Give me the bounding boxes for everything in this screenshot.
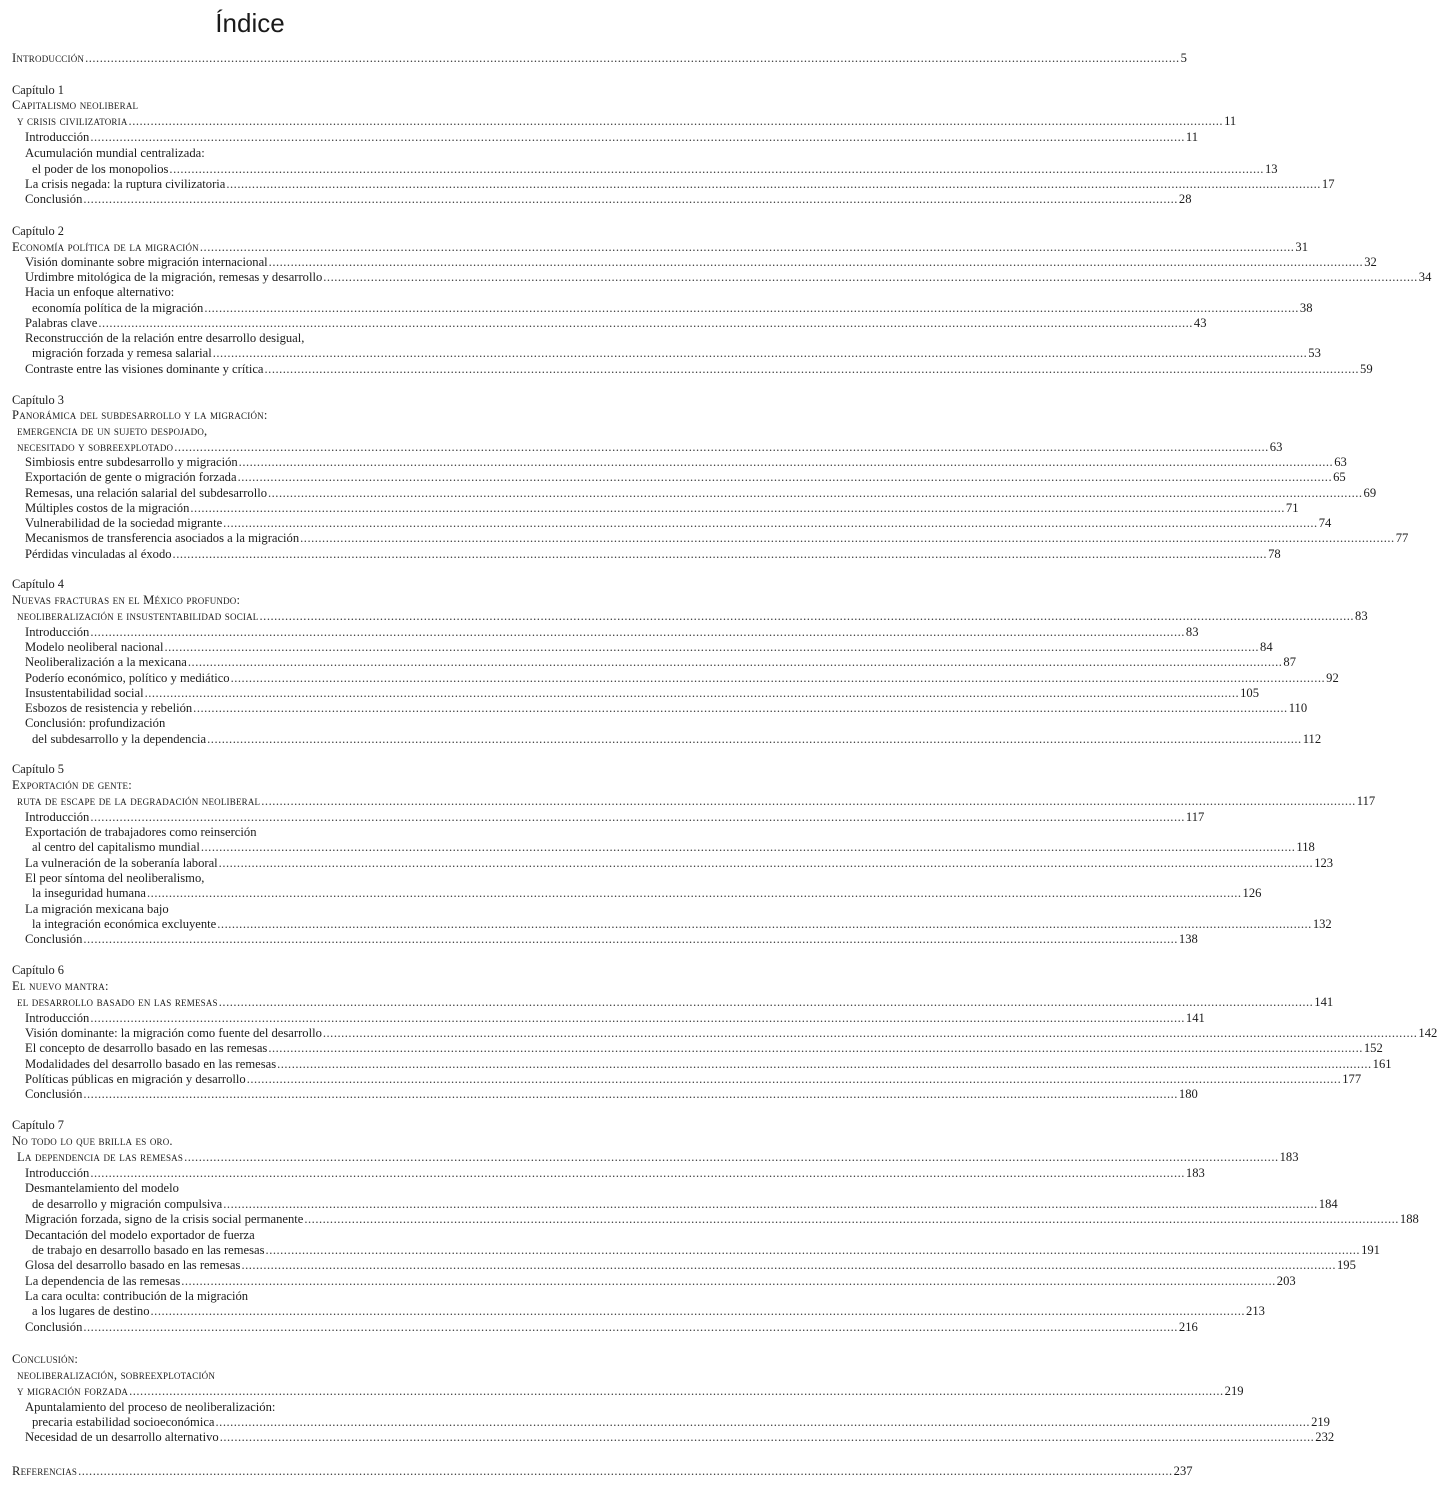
toc-entry[interactable] — [25, 516, 1332, 532]
dot-leader: ............................................................................................................................................................................................................................................................................................................ — [259, 609, 1355, 623]
dot-leader: ............................................................................................................................................................................................................................................................................................................ — [204, 301, 1299, 315]
toc-entry[interactable] — [25, 1057, 1392, 1073]
entry-title: de desarrollo y migración compulsiva — [32, 1197, 223, 1211]
entry-title: migración forzada y remesa salarial — [32, 346, 212, 360]
entry-title: La vulneración de la soberanía laboral — [25, 856, 218, 870]
toc-entry[interactable] — [25, 531, 1409, 547]
dot-leader: ............................................................................................................................................................................................................................................................................................................ — [268, 1041, 1363, 1055]
page-number: 28 — [1178, 192, 1192, 206]
dot-leader: ............................................................................................................................................................................................................................................................................................................ — [169, 162, 1264, 176]
toc-entry[interactable] — [32, 1197, 1338, 1213]
toc-entry-line — [12, 778, 489, 794]
toc-entry[interactable] — [25, 177, 1335, 193]
page-number: 59 — [1360, 362, 1373, 376]
entry-title: Políticas públicas en migración y desarrollo — [25, 1072, 246, 1086]
entry-title: Múltiples costos de la migración — [25, 501, 190, 515]
dot-leader: ............................................................................................................................................................................................................................................................................................................ — [261, 794, 1356, 808]
dot-leader: ............................................................................................................................................................................................................................................................................................................ — [218, 856, 1314, 870]
page-number: 5 — [1180, 51, 1187, 65]
toc-entry-line — [12, 1352, 489, 1368]
page-number: 83 — [1355, 609, 1368, 623]
dot-leader: ............................................................................................................................................................................................................................................................................................................ — [184, 1150, 1279, 1164]
page-number: 17 — [1321, 177, 1335, 191]
toc-entry[interactable] — [32, 162, 1278, 178]
toc-entry[interactable] — [25, 1212, 1419, 1228]
toc-entry[interactable] — [32, 1243, 1380, 1259]
toc-entry[interactable] — [25, 130, 1199, 146]
entry-title: Introducción — [25, 810, 90, 824]
entry-title: El peor síntoma del neoliberalismo, — [25, 871, 205, 885]
entry-title: Migración forzada, signo de la crisis social permanente — [25, 1212, 304, 1226]
toc-entry-line — [25, 285, 489, 301]
entry-title: Reconstrucción de la relación entre desarrollo desigual, — [25, 331, 305, 345]
toc-entry-line — [25, 902, 489, 918]
dot-leader: ............................................................................................................................................................................................................................................................................................................ — [83, 1087, 1178, 1101]
entry-title: Conclusión — [25, 1320, 83, 1334]
entry-title: el poder de los monopolios — [32, 162, 169, 176]
page-number: 87 — [1283, 655, 1297, 669]
toc-entry[interactable] — [25, 655, 1297, 671]
entry-title: Capítulo 6 — [12, 963, 64, 977]
page-number: 78 — [1268, 547, 1281, 561]
toc-entry[interactable] — [25, 1258, 1356, 1274]
toc-entry[interactable] — [25, 470, 1346, 486]
toc-entry[interactable] — [25, 856, 1334, 872]
page-number: 92 — [1326, 671, 1339, 685]
dot-leader: ............................................................................................................................................................................................................................................................................................................ — [90, 1011, 1185, 1025]
entry-title: Conclusión: profundización — [25, 716, 166, 730]
entry-title: La dependencia de las remesas — [25, 1274, 181, 1288]
toc-entry-line — [17, 1368, 489, 1384]
dot-leader: ............................................................................................................................................................................................................................................................................................................ — [322, 1026, 1418, 1040]
entry-title: Capítulo 3 — [12, 393, 64, 407]
chapter-label — [12, 83, 489, 99]
entry-title: Neoliberalización a la mexicana — [25, 655, 187, 669]
entry-title: La crisis negada: la ruptura civilizatoria — [25, 177, 226, 191]
chapter-label — [12, 762, 489, 778]
entry-title: Introducción — [25, 130, 90, 144]
entry-title: Conclusión — [25, 192, 83, 206]
page-number: 232 — [1315, 1430, 1335, 1444]
page-number: 105 — [1240, 686, 1259, 700]
chapter-label — [12, 393, 489, 409]
toc-entry[interactable] — [12, 240, 1309, 256]
entry-title: a los lugares de destino — [32, 1304, 150, 1318]
page-number: 132 — [1312, 917, 1332, 931]
page-number: 63 — [1334, 455, 1347, 469]
dot-leader: ............................................................................................................................................................................................................................................................................................................ — [90, 130, 1185, 144]
dot-leader: ............................................................................................................................................................................................................................................................................................................ — [226, 177, 1321, 191]
page-number: 219 — [1311, 1415, 1330, 1429]
dot-leader: ............................................................................................................................................................................................................................................................................................................ — [223, 516, 1318, 530]
dot-leader: ............................................................................................................................................................................................................................................................................................................ — [219, 1430, 1315, 1444]
toc-entry[interactable] — [25, 1430, 1335, 1446]
toc-entry[interactable] — [25, 1274, 1296, 1290]
toc-entry[interactable] — [17, 995, 1334, 1011]
dot-leader: ............................................................................................................................................................................................................................................................................................................ — [238, 455, 1334, 469]
entry-title: Capítulo 4 — [12, 577, 64, 591]
entry-title: No todo lo que brilla es oro. — [12, 1134, 173, 1148]
page-number: 161 — [1372, 1057, 1392, 1071]
toc-entry-line — [25, 716, 489, 732]
page-number: 13 — [1264, 162, 1278, 176]
dot-leader: ............................................................................................................................................................................................................................................................................................................ — [268, 486, 1363, 500]
entry-title: la inseguridad humana — [32, 886, 147, 900]
dot-leader: ............................................................................................................................................................................................................................................................................................................ — [90, 625, 1185, 639]
toc-entry[interactable] — [25, 1041, 1383, 1057]
toc-entry-line — [17, 424, 489, 440]
entry-title: La migración mexicana bajo — [25, 902, 169, 916]
dot-leader: ............................................................................................................................................................................................................................................................................................................ — [193, 701, 1288, 715]
toc-entry[interactable] — [25, 255, 1377, 271]
dot-leader: ............................................................................................................................................................................................................................................................................................................ — [223, 1197, 1318, 1211]
entry-title: El nuevo mantra: — [12, 979, 109, 993]
dot-leader: ............................................................................................................................................................................................................................................................................................................ — [164, 640, 1260, 654]
dot-leader: ............................................................................................................................................................................................................................................................................................................ — [190, 501, 1285, 515]
page-number: 63 — [1269, 440, 1283, 454]
chapter-label — [12, 577, 489, 593]
entry-title: Necesidad de un desarrollo alternativo — [25, 1430, 219, 1444]
toc-entry-line — [25, 331, 489, 347]
toc-entry-line — [25, 871, 489, 887]
toc-entry[interactable] — [32, 1304, 1265, 1320]
entry-title: Decantación del modelo exportador de fuerza — [25, 1228, 255, 1242]
toc-entry[interactable] — [12, 1464, 1193, 1480]
dot-leader: ............................................................................................................................................................................................................................................................................................................ — [277, 1057, 1372, 1071]
toc-entry-line — [12, 979, 489, 995]
entry-title: Introducción — [25, 625, 90, 639]
entry-title: Urdimbre mitológica de la migración, remesas y desarrollo — [25, 270, 323, 284]
toc-entry-line — [12, 593, 489, 609]
toc-entry[interactable] — [25, 501, 1299, 517]
toc-entry-line — [25, 1181, 489, 1197]
entry-title: y migración forzada — [17, 1384, 129, 1398]
page-number: 184 — [1318, 1197, 1338, 1211]
toc-entry-line — [25, 1400, 489, 1416]
entry-title: y crisis civilizatoria — [17, 114, 128, 128]
dot-leader: ............................................................................................................................................................................................................................................................................................................ — [304, 1212, 1399, 1226]
toc-entry-line — [25, 1289, 489, 1305]
entry-title: Introducción — [12, 51, 85, 65]
page-number: 203 — [1276, 1274, 1296, 1288]
entry-title: La cara oculta: contribución de la migración — [25, 1289, 249, 1303]
toc-entry[interactable] — [32, 1415, 1330, 1431]
entry-title: necesitado y sobreexplotado — [17, 440, 174, 454]
page-number: 152 — [1363, 1041, 1383, 1055]
entry-title: Exportación de trabajadores como reinserción — [25, 825, 257, 839]
dot-leader: ............................................................................................................................................................................................................................................................................................................ — [129, 1384, 1224, 1398]
entry-title: Esbozos de resistencia y rebelión — [25, 701, 193, 715]
dot-leader: ............................................................................................................................................................................................................................................................................................................ — [85, 51, 1180, 65]
page-number: 110 — [1288, 701, 1308, 715]
entry-title: Conclusión: — [12, 1352, 79, 1366]
page-number: 53 — [1308, 346, 1321, 360]
page-number: 142 — [1418, 1026, 1437, 1040]
entry-title: emergencia de un sujeto despojado, — [17, 424, 208, 438]
entry-title: Visión dominante sobre migración internacional — [25, 255, 268, 269]
entry-title: neoliberalización, sobreexplotación — [17, 1368, 216, 1382]
dot-leader: ............................................................................................................................................................................................................................................................................................................ — [90, 810, 1185, 824]
dot-leader: ............................................................................................................................................................................................................................................................................................................ — [187, 655, 1283, 669]
page-number: 118 — [1296, 840, 1315, 854]
page-number: 126 — [1242, 886, 1262, 900]
toc-entry[interactable] — [32, 840, 1315, 856]
dot-leader: ............................................................................................................................................................................................................................................................................................................ — [90, 1166, 1185, 1180]
toc-entry[interactable] — [25, 362, 1373, 378]
dot-leader: ............................................................................................................................................................................................................................................................................................................ — [128, 114, 1224, 128]
entry-title: Palabras clave — [25, 316, 98, 330]
page-number: 219 — [1224, 1384, 1244, 1398]
toc-entry[interactable] — [25, 671, 1339, 687]
toc-entry-line — [25, 146, 489, 162]
page-number: 69 — [1363, 486, 1377, 500]
page-number: 213 — [1246, 1304, 1265, 1318]
toc-entry[interactable] — [17, 1384, 1244, 1400]
entry-title: ruta de escape de la degradación neoliberal — [17, 794, 261, 808]
page-number: 77 — [1395, 531, 1409, 545]
dot-leader: ............................................................................................................................................................................................................................................................................................................ — [150, 1304, 1246, 1318]
entry-title: Nuevas fracturas en el México profundo: — [12, 593, 241, 607]
entry-title: Visión dominante: la migración como fuente del desarrollo — [25, 1026, 322, 1040]
entry-title: neoliberalización e insustentabilidad social — [17, 609, 259, 623]
toc-entry[interactable] — [17, 440, 1283, 456]
page-number: 32 — [1364, 255, 1377, 269]
entry-title: Referencias — [12, 1464, 78, 1478]
dot-leader: ............................................................................................................................................................................................................................................................................................................ — [230, 671, 1326, 685]
page-number: 141 — [1314, 995, 1334, 1009]
toc-entry[interactable] — [17, 1150, 1299, 1166]
toc-entry[interactable] — [32, 301, 1313, 317]
page-number: 11 — [1224, 114, 1237, 128]
dot-leader: ............................................................................................................................................................................................................................................................................................................ — [83, 1320, 1178, 1334]
chapter-label — [12, 224, 489, 240]
dot-leader: ............................................................................................................................................................................................................................................................................................................ — [207, 732, 1302, 746]
dot-leader: ............................................................................................................................................................................................................................................................................................................ — [98, 316, 1193, 330]
entry-title: Contraste entre las visiones dominante y crítica — [25, 362, 264, 376]
toc-entry[interactable] — [25, 1087, 1198, 1103]
toc-entry[interactable] — [25, 455, 1347, 471]
entry-title: Acumulación mundial centralizada: — [25, 146, 205, 160]
page-number: 141 — [1185, 1011, 1205, 1025]
entry-title: economía política de la migración — [32, 301, 204, 315]
dot-leader: ............................................................................................................................................................................................................................................................................................................ — [264, 362, 1360, 376]
toc-entry[interactable] — [25, 270, 1432, 286]
toc-entry[interactable] — [17, 794, 1376, 810]
page-number: 180 — [1178, 1087, 1198, 1101]
entry-title: Poderío económico, político y mediático — [25, 671, 230, 685]
dot-leader: ............................................................................................................................................................................................................................................................................................................ — [199, 240, 1295, 254]
entry-title: Modelo neoliberal nacional — [25, 640, 164, 654]
toc-entry[interactable] — [32, 917, 1332, 933]
toc-entry[interactable] — [25, 547, 1281, 563]
toc-entry[interactable] — [25, 1026, 1437, 1042]
entry-title: Exportación de gente: — [12, 778, 132, 792]
toc-entry[interactable] — [25, 810, 1205, 826]
page-number: 188 — [1399, 1212, 1419, 1226]
dot-leader: ............................................................................................................................................................................................................................................................................................................ — [181, 1274, 1276, 1288]
entry-title: La dependencia de las remesas — [17, 1150, 184, 1164]
dot-leader: ............................................................................................................................................................................................................................................................................................................ — [217, 917, 1312, 931]
toc-entry[interactable] — [32, 886, 1262, 902]
entry-title: Pérdidas vinculadas al éxodo — [25, 547, 172, 561]
dot-leader: ............................................................................................................................................................................................................................................................................................................ — [83, 932, 1178, 946]
toc-entry[interactable] — [25, 1072, 1362, 1088]
toc-entry[interactable] — [17, 609, 1368, 625]
dot-leader: ............................................................................................................................................................................................................................................................................................................ — [300, 531, 1395, 545]
dot-leader: ............................................................................................................................................................................................................................................................................................................ — [172, 547, 1268, 561]
toc-entry[interactable] — [32, 346, 1321, 362]
dot-leader: ............................................................................................................................................................................................................................................................................................................ — [218, 995, 1314, 1009]
entry-title: Glosa del desarrollo basado en las remesas — [25, 1258, 241, 1272]
entry-title: Desmantelamiento del modelo — [25, 1181, 179, 1195]
entry-title: Capítulo 5 — [12, 762, 64, 776]
entry-title: Conclusión — [25, 1087, 83, 1101]
dot-leader: ............................................................................................................................................................................................................................................................................................................ — [268, 255, 1364, 269]
toc-entry[interactable] — [25, 486, 1377, 502]
entry-title: Modalidades del desarrollo basado en las remesas — [25, 1057, 277, 1071]
page-number: 216 — [1178, 1320, 1198, 1334]
entry-title: Capítulo 7 — [12, 1118, 64, 1132]
toc-entry-line — [25, 1228, 489, 1244]
toc-entry[interactable] — [25, 1011, 1205, 1027]
entry-title: precaria estabilidad socioeconómica — [32, 1415, 215, 1429]
page-number: 183 — [1185, 1166, 1205, 1180]
page-number: 191 — [1361, 1243, 1380, 1257]
toc-entry[interactable] — [25, 686, 1259, 702]
toc-entry[interactable] — [25, 192, 1192, 208]
chapter-label — [12, 963, 489, 979]
toc-entry[interactable] — [12, 51, 1187, 67]
entry-title: Mecanismos de transferencia asociados a la migración — [25, 531, 300, 545]
page-number: 11 — [1185, 130, 1199, 144]
page-number: 71 — [1285, 501, 1299, 515]
entry-title: del subdesarrollo y la dependencia — [32, 732, 207, 746]
toc-entry-line — [12, 408, 489, 424]
entry-title: Introducción — [25, 1011, 90, 1025]
page-number: 112 — [1302, 732, 1322, 746]
entry-title: al centro del capitalismo mundial — [32, 840, 200, 854]
page-number: 195 — [1336, 1258, 1356, 1272]
page-number: 65 — [1333, 470, 1346, 484]
page-number: 138 — [1178, 932, 1198, 946]
toc-entry[interactable] — [17, 114, 1237, 130]
toc-entry[interactable] — [25, 640, 1273, 656]
page-number: 43 — [1193, 316, 1207, 330]
entry-title: la integración económica excluyente — [32, 917, 217, 931]
dot-leader: ............................................................................................................................................................................................................................................................................................................ — [246, 1072, 1342, 1086]
toc-entry[interactable] — [25, 1320, 1198, 1336]
entry-title: Economía política de la migración — [12, 240, 199, 254]
page-number: 31 — [1295, 240, 1309, 254]
entry-title: de trabajo en desarrollo basado en las remesas — [32, 1243, 265, 1257]
page-number: 74 — [1318, 516, 1332, 530]
entry-title: Capítulo 2 — [12, 224, 64, 238]
entry-title: Simbiosis entre subdesarrollo y migración — [25, 455, 238, 469]
entry-title: Apuntalamiento del proceso de neoliberalización: — [25, 1400, 276, 1414]
page-number: 183 — [1279, 1150, 1299, 1164]
entry-title: Introducción — [25, 1166, 90, 1180]
dot-leader: ............................................................................................................................................................................................................................................................................................................ — [83, 192, 1178, 206]
dot-leader: ............................................................................................................................................................................................................................................................................................................ — [78, 1464, 1173, 1478]
entry-title: Exportación de gente o migración forzada — [25, 470, 237, 484]
page-number: 123 — [1314, 856, 1334, 870]
entry-title: Capitalismo neoliberal — [12, 98, 139, 112]
toc-entry-line — [25, 825, 489, 841]
toc-entry[interactable] — [25, 932, 1198, 948]
toc-entry[interactable] — [25, 701, 1308, 717]
toc-entry[interactable] — [25, 1166, 1205, 1182]
dot-leader: ............................................................................................................................................................................................................................................................................................................ — [144, 686, 1240, 700]
dot-leader: ............................................................................................................................................................................................................................................................................................................ — [323, 270, 1418, 284]
toc-entry[interactable] — [25, 316, 1207, 332]
page-number: 34 — [1418, 270, 1432, 284]
entry-title: el desarrollo basado en las remesas — [17, 995, 218, 1009]
entry-title: Conclusión — [25, 932, 83, 946]
page-number: 237 — [1173, 1464, 1193, 1478]
page-number: 177 — [1342, 1072, 1362, 1086]
dot-leader: ............................................................................................................................................................................................................................................................................................................ — [237, 470, 1333, 484]
toc-entry[interactable] — [32, 732, 1322, 748]
entry-title: El concepto de desarrollo basado en las remesas — [25, 1041, 268, 1055]
dot-leader: ............................................................................................................................................................................................................................................................................................................ — [241, 1258, 1336, 1272]
entry-title: Remesas, una relación salarial del subdesarrollo — [25, 486, 267, 500]
toc-entry-line — [12, 98, 489, 114]
entry-title: Hacia un enfoque alternativo: — [25, 285, 175, 299]
entry-title: Capítulo 1 — [12, 83, 64, 97]
chapter-label — [12, 1118, 489, 1134]
dot-leader: ............................................................................................................................................................................................................................................................................................................ — [174, 440, 1269, 454]
dot-leader: ............................................................................................................................................................................................................................................................................................................ — [215, 1415, 1311, 1429]
entry-title: Panorámica del subdesarrollo y la migración: — [12, 408, 268, 422]
page-number: 117 — [1356, 794, 1376, 808]
dot-leader: ............................................................................................................................................................................................................................................................................................................ — [147, 886, 1242, 900]
page-number: 117 — [1185, 810, 1205, 824]
page-number: 38 — [1299, 301, 1313, 315]
page-number: 84 — [1260, 640, 1273, 654]
dot-leader: ............................................................................................................................................................................................................................................................................................................ — [200, 840, 1296, 854]
page-number: 83 — [1185, 625, 1199, 639]
dot-leader: ............................................................................................................................................................................................................................................................................................................ — [212, 346, 1308, 360]
dot-leader: ............................................................................................................................................................................................................................................................................................................ — [265, 1243, 1361, 1257]
toc-entry[interactable] — [25, 625, 1199, 641]
toc-entry-line — [12, 1134, 489, 1150]
entry-title: Vulnerabilidad de la sociedad migrante — [25, 516, 223, 530]
page-title: Índice — [215, 8, 285, 38]
entry-title: Insustentabilidad social — [25, 686, 144, 700]
